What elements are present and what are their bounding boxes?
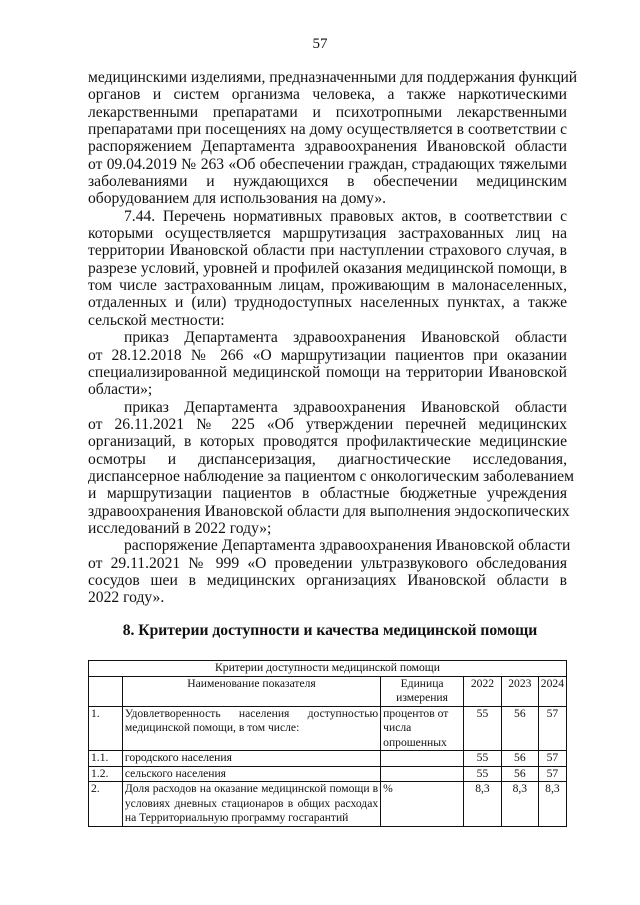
text-line: сельской местности: — [88, 311, 225, 329]
unit-cell: процентов от числа опрошенных — [381, 706, 464, 751]
header-2023: 2023 — [501, 676, 538, 706]
text-line: медицинскими изделиями, предназначенными для поддержания функций — [88, 69, 578, 86]
section-heading: 8. Критерии доступности и качества медицинской помощи — [122, 622, 538, 639]
text-line: организаций, в которых проводятся профилактические медицинские — [88, 433, 567, 451]
header-num — [89, 676, 123, 706]
text-line: от 28.12.2018 № 266 «О маршрутизации пациентов при оказании — [88, 346, 567, 364]
text-line: 7.44. Перечень нормативных правовых актов, в соответствии с — [124, 207, 567, 225]
row-number: 1.1. — [89, 751, 123, 767]
text-line: том числе застрахованным лицам, проживающим в малонаселенных, — [88, 277, 567, 295]
table-title-row — [89, 661, 567, 677]
paragraph — [88, 329, 567, 398]
table-header-row — [89, 676, 567, 706]
text-line: разрезе условий, уровней и профилей оказания медицинской помощи, в — [88, 259, 567, 277]
text-line: оборудованием для использования на дому». — [88, 190, 387, 208]
text-line: отдаленных и (или) труднодоступных населенных пунктах, а также — [88, 294, 567, 312]
text-line: специализированной медицинской помощи на территории Ивановской — [88, 363, 567, 381]
text-line: осмотры и диспансеризация, диагностические исследования, — [88, 450, 567, 468]
unit-cell — [381, 766, 464, 782]
criteria-table — [88, 660, 567, 827]
value-cell: 8,3 — [538, 782, 566, 827]
value-cell: 55 — [464, 751, 502, 767]
text-line: диспансерное наблюдение за пациентом с онкологическим заболеванием — [88, 467, 574, 485]
unit-cell: % — [381, 782, 464, 827]
table-row — [89, 706, 567, 751]
header-2022: 2022 — [464, 676, 502, 706]
row-number: 1.2. — [89, 766, 123, 782]
indicator-name: городского населения — [122, 751, 380, 767]
value-cell: 56 — [501, 706, 538, 751]
value-cell: 57 — [538, 751, 566, 767]
text-line: распоряжением Департамента здравоохранения Ивановской области — [88, 138, 567, 156]
text-line: и маршрутизации пациентов в областные бюджетные учреждения — [88, 485, 567, 503]
text-line: органов и систем организма человека, а также наркотическими — [88, 86, 567, 104]
text-line: распоряжение Департамента здравоохранения Ивановской области — [124, 537, 571, 555]
document-body — [88, 69, 578, 607]
paragraph — [88, 398, 574, 538]
row-number: 1. — [89, 706, 123, 751]
text-line: препаратами при посещениях на дому осуществляется в соответствии с — [88, 121, 567, 139]
text-line: 2022 году». — [88, 589, 165, 607]
header-unit: Единица измерения — [381, 676, 464, 706]
value-cell: 57 — [538, 766, 566, 782]
text-line: здравоохранения Ивановской области для выполнения эндоскопических — [88, 502, 570, 520]
value-cell: 56 — [501, 766, 538, 782]
text-line: области»; — [88, 381, 153, 399]
text-line: заболеваниями и нуждающихся в обеспечении медицинским — [88, 173, 567, 191]
value-cell: 8,3 — [464, 782, 502, 827]
text-line: которыми осуществляется маршрутизация застрахованных лиц на — [88, 225, 567, 243]
text-line: территории Ивановской области при наступлении страхового случая, в — [88, 242, 567, 260]
indicator-name: Доля расходов на оказание медицинской помощи в условиях дневных стационаров в общих расходах на Территориальную программу госгарантий — [122, 782, 380, 827]
paragraph — [88, 537, 571, 607]
table-row — [89, 766, 567, 782]
value-cell: 8,3 — [501, 782, 538, 827]
value-cell: 55 — [464, 766, 502, 782]
row-number: 2. — [89, 782, 123, 827]
text-line: приказ Департамента здравоохранения Ивановской области — [124, 329, 567, 347]
text-line: исследований в 2022 году»; — [88, 519, 272, 537]
text-line: от 29.11.2021 № 999 «О проведении ультразвукового обследования — [88, 554, 567, 572]
text-line: лекарственными препаратами и психотропными лекарственными — [88, 103, 567, 121]
paragraph — [88, 69, 578, 208]
text-line: сосудов шеи в медицинских организациях Ивановской области в — [88, 571, 567, 589]
indicator-name: Удовлетворенность населения доступностью медицинской помощи, в том числе: — [122, 706, 380, 751]
table-row — [89, 782, 567, 827]
unit-cell — [381, 751, 464, 767]
text-line: от 26.11.2021 № 225 «Об утверждении перечней медицинских — [88, 415, 567, 433]
text-line: приказ Департамента здравоохранения Ивановской области — [124, 398, 567, 416]
text-line: от 09.04.2019 № 263 «Об обеспечении граждан, страдающих тяжелыми — [88, 155, 567, 173]
value-cell: 57 — [538, 706, 566, 751]
table-row — [89, 751, 567, 767]
page-number: 57 — [312, 36, 328, 52]
value-cell: 55 — [464, 706, 502, 751]
indicator-name: сельского населения — [122, 766, 380, 782]
header-name: Наименование показателя — [122, 676, 380, 706]
value-cell: 56 — [501, 751, 538, 767]
header-2024: 2024 — [538, 676, 566, 706]
paragraph — [88, 208, 567, 329]
table-title: Критерии доступности медицинской помощи — [89, 661, 567, 677]
